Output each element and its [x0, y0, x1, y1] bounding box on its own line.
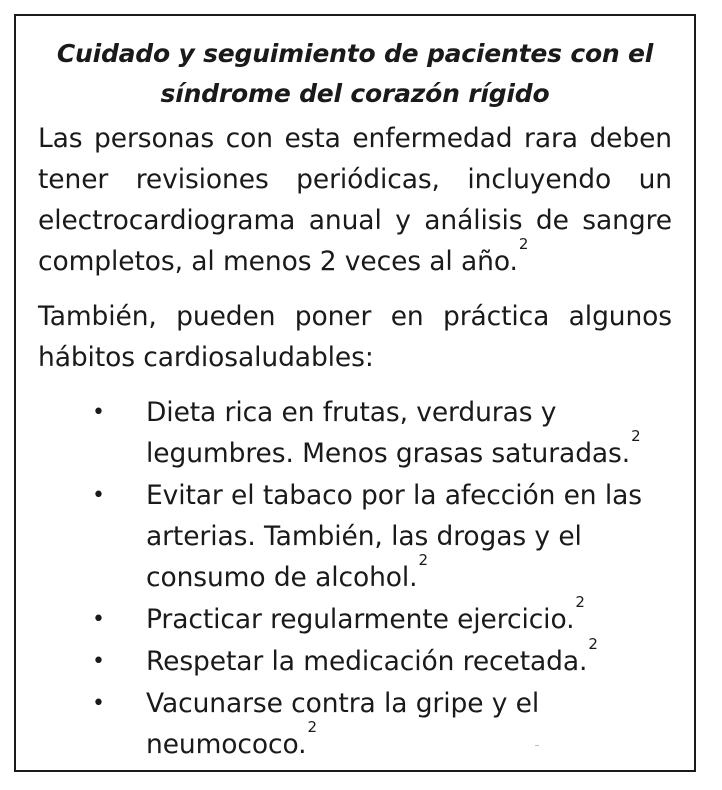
- habit-text: Dieta rica en frutas, verduras y legumbres. Menos grasas saturadas.: [146, 397, 631, 469]
- info-box: [14, 14, 696, 772]
- habit-text: Vacunarse contra la gripe y el neumococo.: [146, 688, 540, 760]
- habit-text: Respetar la medicación recetada.: [146, 646, 588, 677]
- checkup-paragraph: [38, 118, 672, 282]
- habits-list: [38, 392, 672, 765]
- list-item: [38, 593, 672, 640]
- list-item: [38, 392, 672, 474]
- title-line-2: síndrome del corazón rígido: [160, 79, 550, 108]
- reference-superscript: 2: [418, 551, 428, 569]
- habit-text: Evitar el tabaco por la afección en las arterias. También, las drogas y el consumo de alcohol.: [146, 480, 642, 593]
- list-item: [38, 635, 672, 682]
- reference-superscript: 2: [588, 635, 598, 653]
- checkup-text: Las personas con esta enfermedad rara deben tener revisiones periódicas, incluyendo un electrocardiograma anual y análisis de sangre completos, al menos 2 veces al año.: [38, 123, 672, 277]
- habits-intro-paragraph: [38, 296, 672, 378]
- reference-superscript: 2: [631, 427, 641, 445]
- reference-superscript: 2: [307, 718, 317, 736]
- reference-superscript: 2: [575, 593, 585, 611]
- bullet-icon: •: [92, 649, 105, 674]
- title-line-1: Cuidado y seguimiento de pacientes con el: [56, 39, 654, 68]
- box-title: [38, 34, 672, 114]
- bullet-icon: •: [92, 483, 105, 508]
- scan-artifact: [535, 745, 539, 746]
- list-item: [38, 683, 672, 765]
- bullet-icon: •: [92, 691, 105, 716]
- list-item: [38, 475, 672, 598]
- bullet-icon: •: [92, 607, 105, 632]
- reference-superscript: 2: [518, 235, 529, 253]
- bullet-icon: •: [92, 400, 105, 425]
- habit-text: Practicar regularmente ejercicio.: [146, 604, 575, 635]
- habits-intro-text: También, pueden poner en práctica algunos hábitos cardiosaludables:: [38, 301, 672, 373]
